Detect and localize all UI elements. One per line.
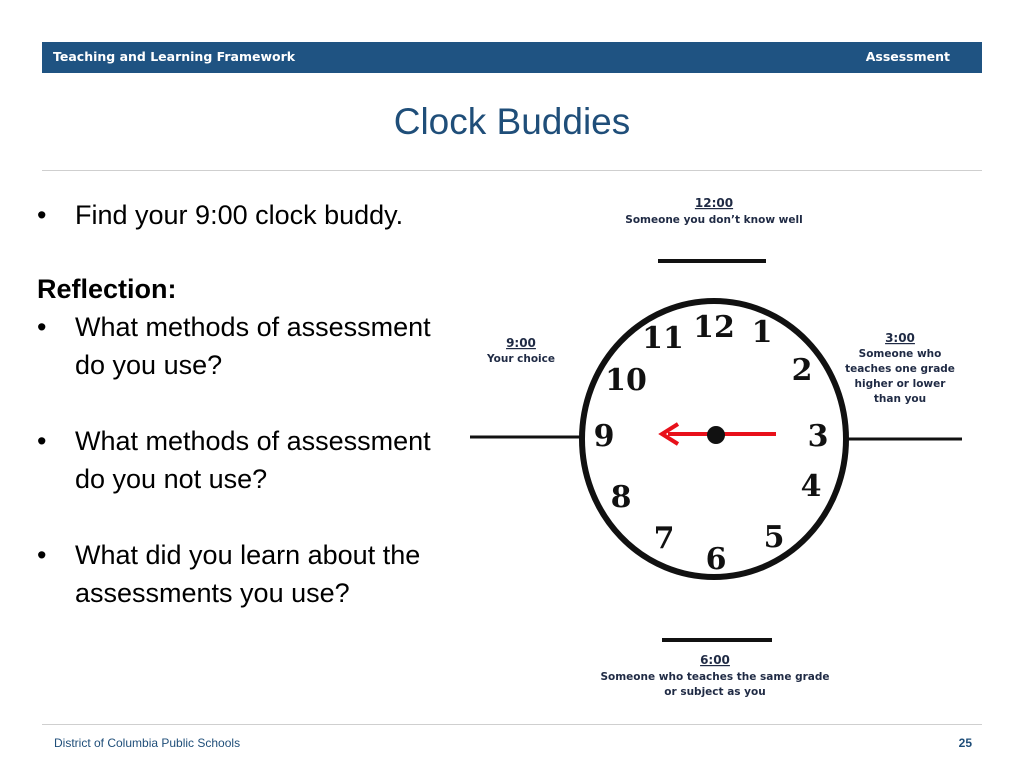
numeral-7: 7 — [653, 521, 675, 556]
numeral-5: 5 — [763, 520, 785, 555]
label-12-time: 12:00 — [694, 196, 734, 210]
bullet-dot: • — [37, 200, 47, 230]
reflection-heading: Reflection: — [37, 274, 177, 304]
numeral-3: 3 — [807, 419, 829, 454]
label-3-desc-line: higher or lower — [854, 378, 946, 390]
label-6-time: 6:00 — [700, 653, 730, 667]
label-3-time: 3:00 — [885, 331, 915, 345]
label-3-desc-line: Someone who — [858, 348, 942, 360]
label-3-desc-line: than you — [873, 393, 927, 405]
numeral-6: 6 — [705, 542, 727, 577]
bullet-text: Find your 9:00 clock buddy. — [75, 200, 404, 230]
footer-organization: District of Columbia Public Schools — [54, 736, 241, 750]
footer-divider — [42, 724, 982, 725]
numeral-8: 8 — [610, 480, 632, 515]
numeral-11: 11 — [642, 321, 684, 356]
page-title: Clock Buddies — [393, 101, 631, 142]
label-9-desc: Your choice — [486, 353, 556, 365]
label-6-desc-line: Someone who teaches the same grade — [600, 671, 830, 683]
bullet-dot: • — [37, 540, 47, 570]
numeral-2: 2 — [791, 353, 813, 388]
label-9-time: 9:00 — [506, 336, 536, 350]
numeral-4: 4 — [800, 469, 822, 504]
framework-title: Teaching and Learning Framework — [53, 49, 296, 64]
numeral-1: 1 — [751, 315, 773, 350]
numeral-12: 12 — [693, 310, 735, 345]
clock-center-dot — [707, 426, 725, 444]
page-number: 25 — [958, 736, 972, 750]
bullet-dot: • — [37, 426, 47, 456]
bullet-text: What did you learn about the assessments you use? — [75, 540, 421, 608]
label-6-desc-line: or subject as you — [664, 686, 766, 698]
numeral-10: 10 — [605, 363, 647, 398]
bullet-text: What methods of assessment do you not use? — [75, 426, 431, 494]
label-12-desc: Someone you don’t know well — [625, 214, 803, 226]
label-3-desc-line: teaches one grade — [845, 363, 955, 375]
bullet-dot: • — [37, 312, 47, 342]
section-label: Assessment — [865, 49, 950, 64]
bullet-text: What methods of assessment do you use? — [75, 312, 431, 380]
numeral-9: 9 — [593, 419, 615, 454]
